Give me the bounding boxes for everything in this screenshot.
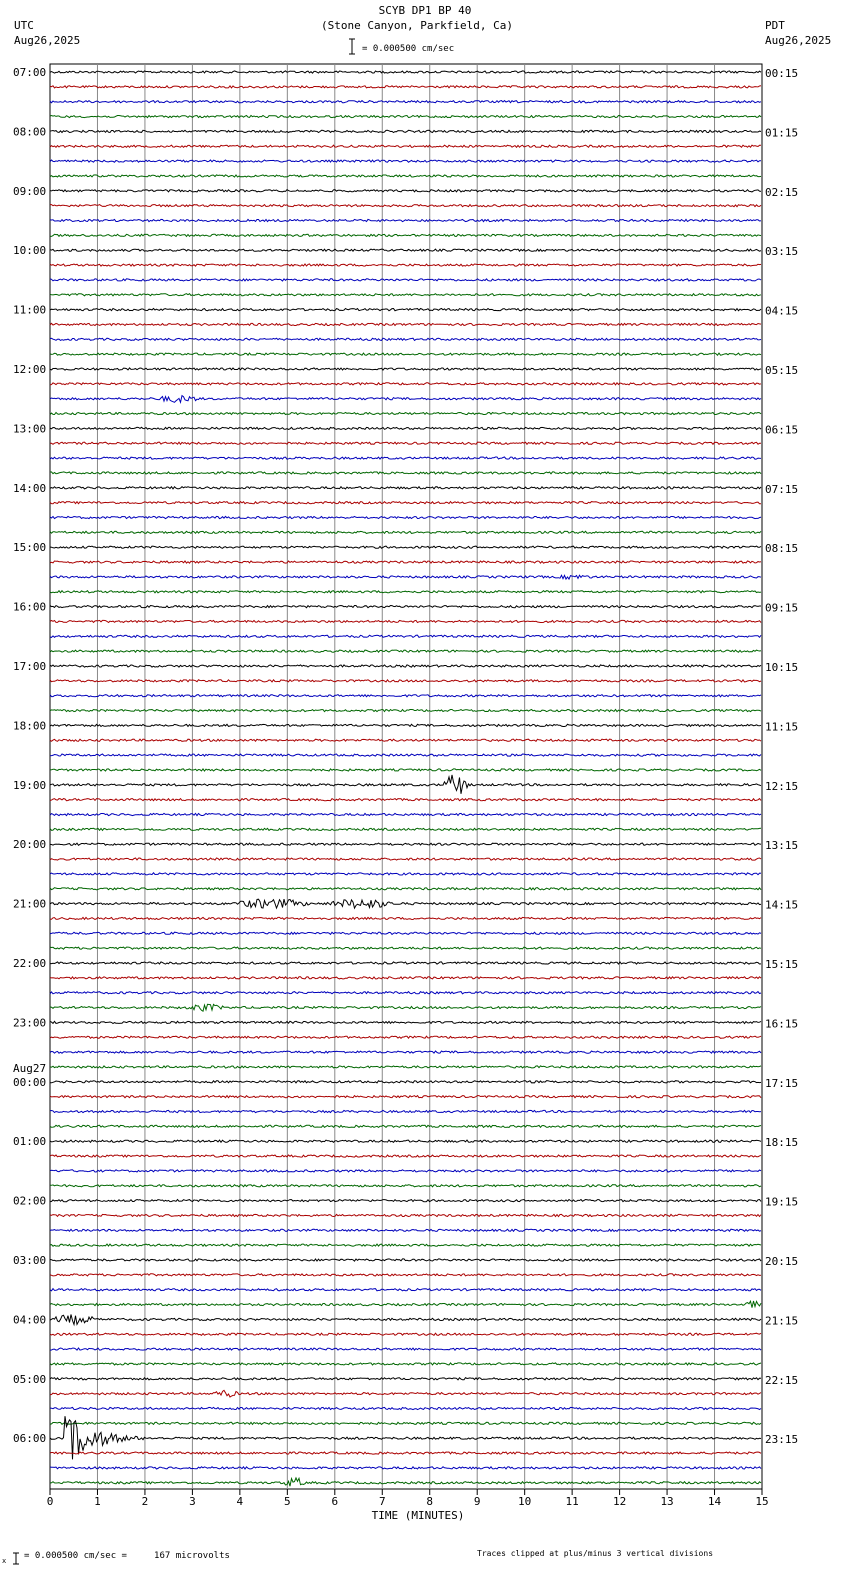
footer-scale-marker [2,1552,24,1566]
left-time-label: 20:00 [13,838,47,852]
x-axis-label: TIME (MINUTES) [371,1509,465,1522]
left-time-label: 18:00 [13,719,47,733]
trace-11 [50,234,761,236]
trace-45 [50,739,761,741]
left-time-label: 15:00 [13,541,47,555]
x-tick-label: 11 [565,1495,579,1508]
trace-47 [50,769,761,771]
trace-91 [50,1422,761,1424]
date-change-label: Aug27 [13,1061,47,1075]
trace-94 [50,1467,761,1469]
left-time-label: 22:00 [13,957,47,970]
x-tick-label: 14 [707,1495,722,1508]
trace-85 [50,1333,761,1335]
trace-59 [50,947,761,949]
trace-6 [50,160,761,162]
right-time-label: 19:15 [765,1195,799,1209]
trace-14 [50,279,761,281]
right-time-label: 22:15 [765,1373,799,1387]
left-time-label: 07:00 [13,66,47,79]
trace-37 [50,620,761,622]
scale-text: = 0.000500 cm/sec [362,44,455,54]
trace-35 [50,591,761,593]
x-tick-label: 10 [518,1495,532,1508]
right-time-label: 07:15 [765,482,799,496]
x-tick-label: 2 [141,1495,149,1508]
trace-48 [50,775,761,794]
right-time-label: 14:15 [765,898,799,912]
trace-24 [50,427,761,429]
left-time-label: 06:00 [13,1432,47,1446]
left-time-label: 05:00 [13,1372,47,1386]
trace-15 [50,294,761,296]
right-time-label: 15:15 [765,958,799,971]
x-tick-label: 15 [755,1495,769,1508]
trace-7 [50,175,761,177]
trace-12 [50,249,761,251]
footer-clip-note: Traces clipped at plus/minus 3 vertical divisions [477,1549,714,1558]
trace-68 [50,1081,761,1083]
trace-56 [50,899,761,908]
trace-31 [50,531,761,533]
trace-38 [50,635,761,637]
trace-13 [50,264,761,266]
trace-22 [50,396,761,403]
trace-62 [50,992,761,994]
utc-date: Aug26,2025 [14,34,81,47]
trace-75 [50,1185,761,1187]
station-subtitle: (Stone Canyon, Parkfield, Ca) [320,19,514,32]
trace-77 [50,1214,761,1216]
trace-90 [50,1407,761,1409]
right-time-label: 10:15 [765,661,799,674]
trace-53 [50,858,761,860]
trace-16 [50,309,761,311]
trace-10 [50,219,761,221]
trace-49 [50,799,761,801]
trace-8 [50,190,761,192]
trace-57 [50,917,761,919]
trace-69 [50,1096,761,1098]
left-time-label: 03:00 [13,1254,47,1267]
right-time-label: 18:15 [765,1136,799,1150]
trace-40 [50,665,761,667]
utc-label: UTC [14,19,34,32]
x-tick-label: 9 [473,1495,481,1508]
left-time-label: 02:00 [13,1194,47,1208]
trace-58 [50,932,761,934]
right-time-label: 16:15 [765,1017,799,1031]
right-time-label: 20:15 [765,1255,799,1268]
chart-title: SCYB DP1 BP 40 [378,4,472,17]
right-time-label: 09:15 [765,601,799,615]
x-tick-label: 13 [660,1495,674,1508]
trace-23 [50,413,761,415]
trace-84 [50,1315,761,1325]
trace-73 [50,1155,761,1157]
left-time-label: 21:00 [13,897,47,911]
right-time-label: 17:15 [765,1076,799,1090]
x-tick-label: 12 [612,1495,627,1508]
trace-87 [50,1363,761,1365]
trace-29 [50,502,761,504]
trace-88 [50,1378,761,1380]
trace-20 [50,368,761,370]
right-time-label: 01:15 [765,126,799,140]
right-time-label: 11:15 [765,720,799,734]
trace-63 [50,1004,761,1011]
trace-93 [50,1452,761,1454]
trace-72 [50,1140,761,1142]
right-time-label: 00:15 [765,67,799,80]
trace-70 [50,1110,761,1112]
trace-5 [50,145,761,147]
x-tick-label: 7 [378,1495,386,1508]
trace-25 [50,442,761,444]
trace-34 [50,575,761,579]
pdt-label: PDT [765,19,785,32]
right-time-label: 02:15 [765,185,799,199]
trace-89 [50,1390,761,1397]
left-time-label: 14:00 [13,481,47,495]
trace-95 [50,1478,761,1486]
trace-44 [50,724,761,726]
trace-28 [50,487,761,489]
right-time-label: 12:15 [765,779,799,793]
trace-33 [50,561,761,563]
left-time-label: 11:00 [13,303,47,317]
trace-21 [50,383,761,385]
trace-76 [50,1200,761,1202]
trace-2 [50,101,761,103]
footer-scale-note: = 0.000500 cm/sec = 167 microvolts [24,1551,230,1561]
trace-81 [50,1274,761,1276]
trace-30 [50,516,761,518]
left-time-label: 00:00 [13,1075,47,1089]
svg-text:x: x [2,1557,7,1565]
trace-27 [50,472,761,474]
left-time-label: 16:00 [13,600,47,614]
trace-67 [50,1066,761,1068]
trace-50 [50,813,761,815]
left-time-label: 01:00 [13,1135,47,1149]
x-tick-label: 0 [46,1495,54,1508]
trace-80 [50,1259,761,1261]
right-time-label: 08:15 [765,542,799,556]
trace-46 [50,754,761,756]
trace-83 [50,1301,761,1308]
trace-61 [50,977,761,979]
trace-41 [50,680,761,682]
trace-0 [50,71,761,73]
trace-18 [50,338,761,340]
trace-86 [50,1348,761,1350]
trace-51 [50,828,761,830]
trace-4 [50,130,761,132]
x-tick-label: 5 [284,1495,291,1508]
left-time-label: 09:00 [13,184,47,198]
trace-26 [50,457,761,459]
left-time-label: 10:00 [13,244,47,258]
trace-52 [50,843,761,845]
trace-32 [50,546,761,548]
x-tick-label: 8 [426,1495,434,1508]
right-time-label: 06:15 [765,423,799,437]
trace-42 [50,695,761,697]
trace-3 [50,116,761,118]
left-time-label: 08:00 [13,125,47,139]
x-tick-label: 3 [189,1495,196,1508]
pdt-date: Aug26,2025 [765,34,832,47]
right-time-label: 21:15 [765,1314,799,1328]
trace-55 [50,888,761,890]
left-time-label: 04:00 [13,1313,47,1327]
trace-1 [50,86,761,88]
trace-78 [50,1229,761,1231]
right-time-label: 23:15 [765,1433,799,1447]
trace-79 [50,1244,761,1246]
footer-scale-bar-icon [2,1552,24,1566]
trace-74 [50,1170,761,1172]
trace-60 [50,962,761,964]
trace-19 [50,353,761,355]
x-tick-label: 1 [94,1495,101,1508]
trace-54 [50,873,761,875]
trace-43 [50,710,761,712]
left-time-label: 17:00 [13,660,47,673]
left-time-label: 12:00 [13,363,47,376]
left-time-label: 19:00 [13,778,47,792]
trace-36 [50,606,761,608]
x-tick-label: 6 [331,1495,339,1508]
right-time-label: 04:15 [765,304,799,318]
trace-64 [50,1021,761,1023]
trace-82 [50,1289,761,1291]
trace-39 [50,650,761,652]
trace-71 [50,1125,761,1127]
right-time-label: 13:15 [765,839,799,853]
trace-9 [50,205,761,207]
right-time-label: 03:15 [765,245,799,259]
trace-66 [50,1051,761,1053]
trace-65 [50,1036,761,1038]
right-time-label: 05:15 [765,364,799,377]
left-time-label: 13:00 [13,422,47,436]
left-time-label: 23:00 [13,1016,47,1030]
trace-17 [50,323,761,325]
x-tick-label: 4 [236,1495,244,1508]
